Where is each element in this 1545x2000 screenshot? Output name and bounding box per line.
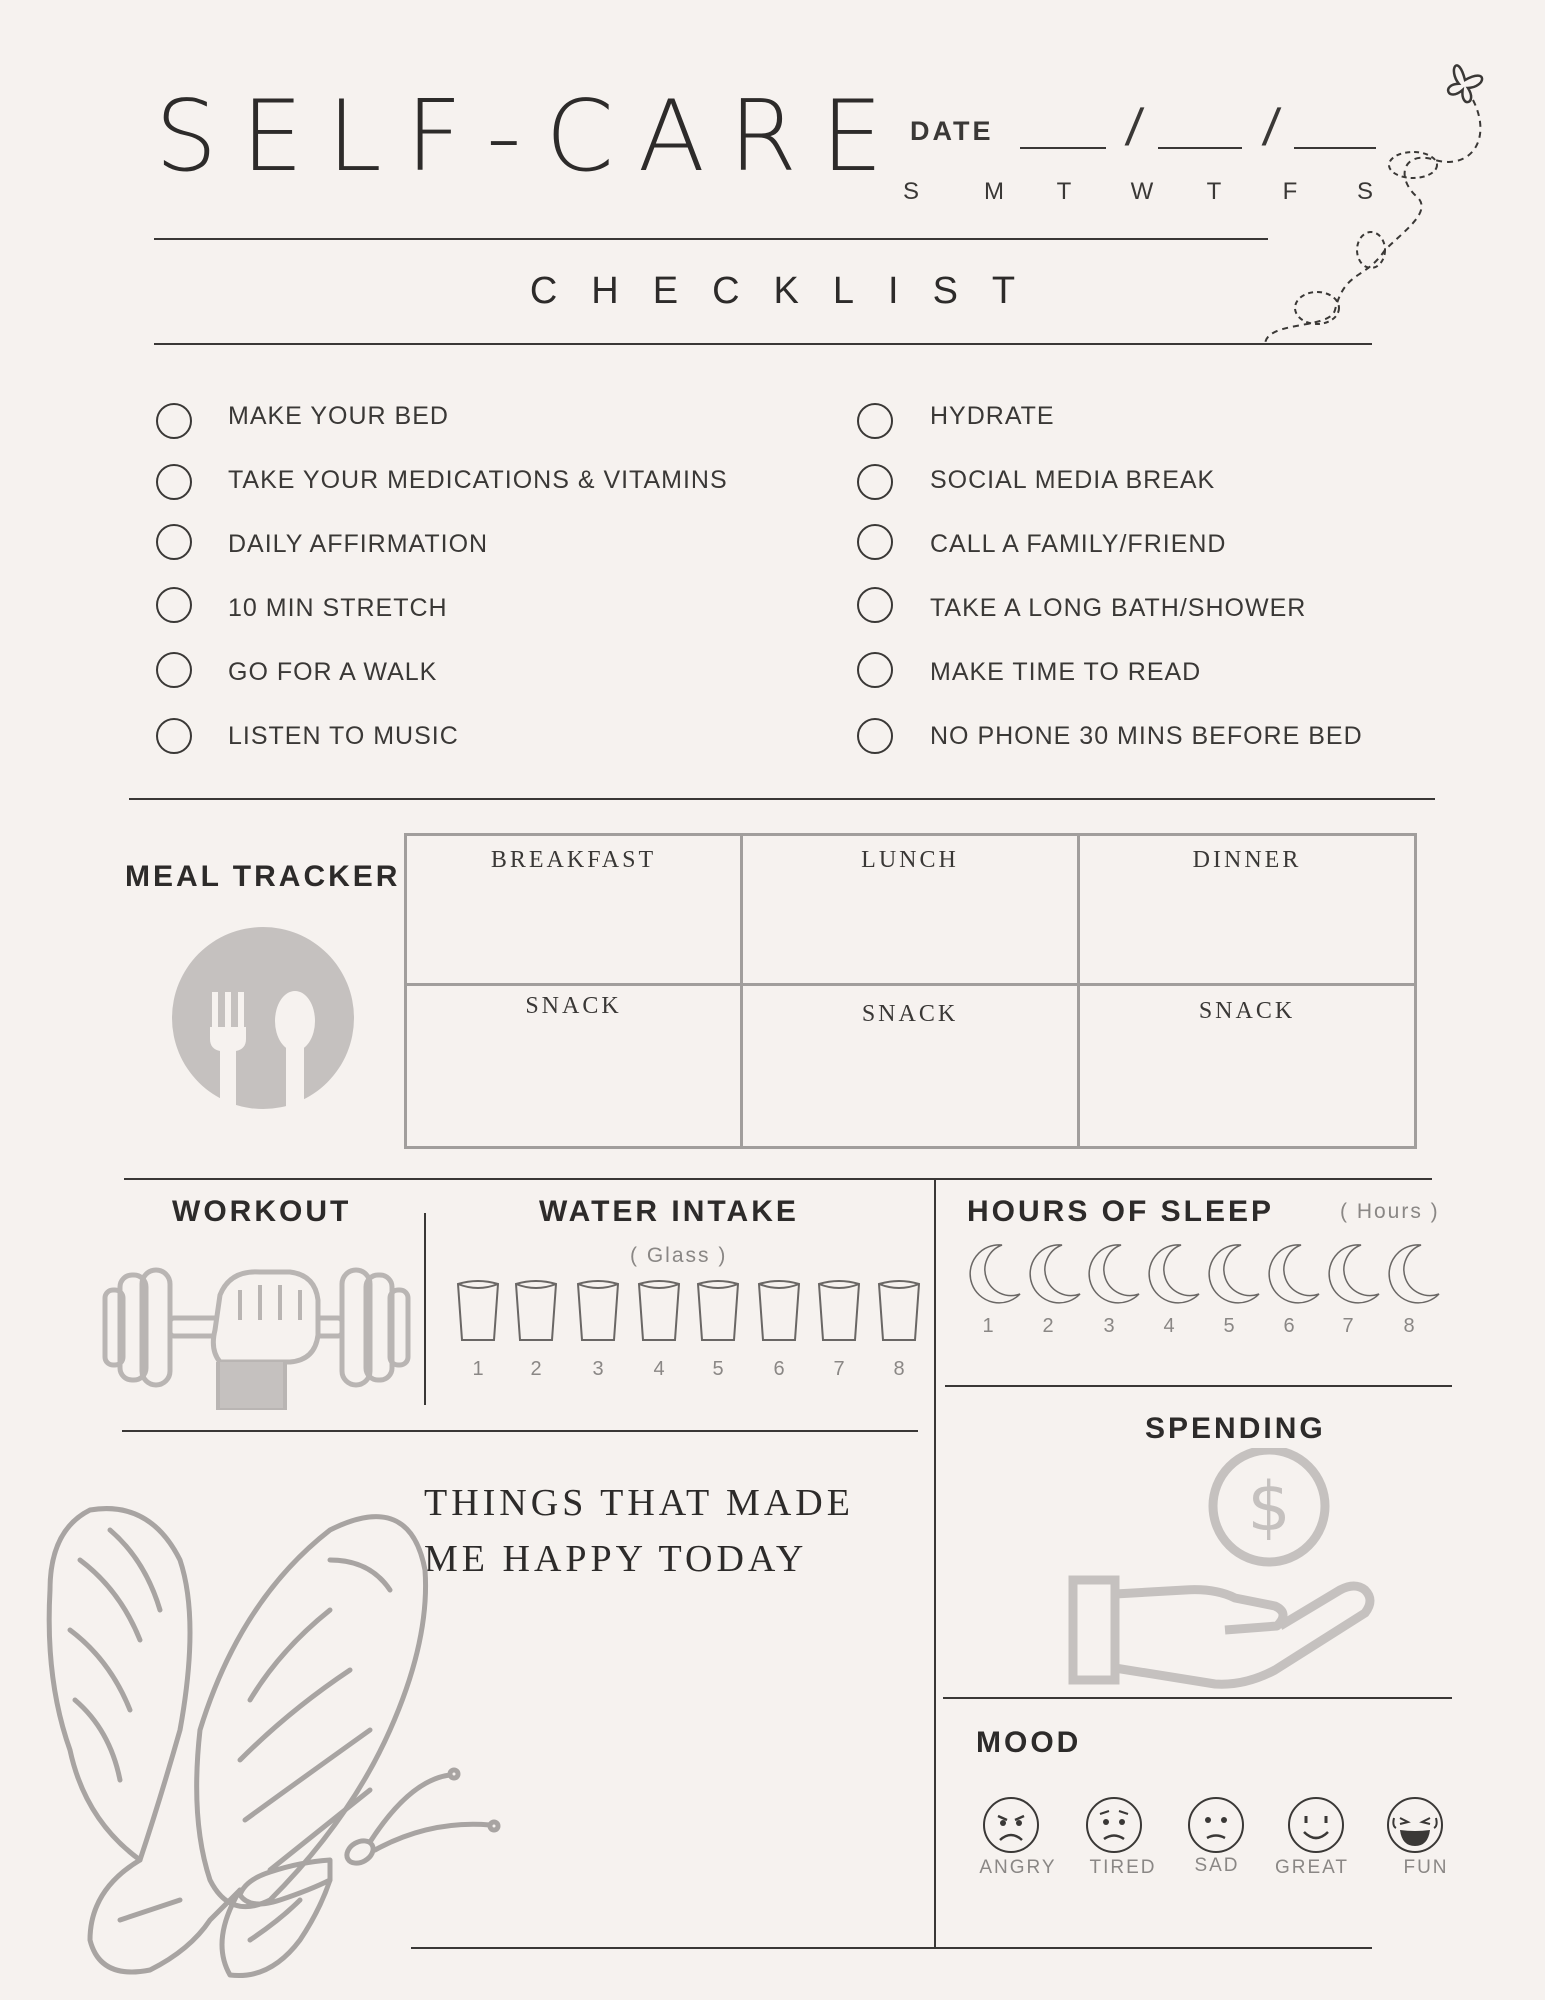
glass-number: 5	[712, 1358, 724, 1380]
moon-icon[interactable]	[1265, 1242, 1321, 1304]
water-intake-heading: WATER INTAKE	[539, 1195, 799, 1228]
glass-icon[interactable]	[456, 1280, 500, 1344]
fun-face-icon[interactable]	[1386, 1796, 1444, 1854]
mood-heading: MOOD	[976, 1726, 1082, 1759]
date-separator: /	[1259, 99, 1283, 157]
checklist-item: 10 MIN STRETCH	[228, 594, 448, 622]
checkbox[interactable]	[857, 718, 893, 754]
meal-label: SNACK	[1198, 998, 1296, 1024]
glass-number: 6	[773, 1358, 785, 1380]
glass-number: 4	[653, 1358, 665, 1380]
day-sunday[interactable]: S	[902, 178, 919, 205]
day-friday[interactable]: F	[1282, 178, 1298, 205]
glass-icon[interactable]	[817, 1280, 861, 1344]
checklist-title: CHECKLIST	[529, 270, 1050, 312]
glass-number: 7	[833, 1358, 845, 1380]
section-divider	[943, 1697, 1452, 1699]
moon-icon[interactable]	[966, 1242, 1022, 1304]
meal-label: LUNCH	[861, 847, 959, 873]
sleep-number: 7	[1342, 1315, 1354, 1337]
checklist-item: NO PHONE 30 MINS BEFORE BED	[930, 722, 1363, 750]
meal-cell-lunch[interactable]	[743, 836, 1080, 986]
glass-icon[interactable]	[576, 1280, 620, 1344]
section-divider	[129, 798, 1435, 800]
moon-icon[interactable]	[1385, 1242, 1441, 1304]
sleep-unit-label: ( Hours )	[1340, 1200, 1440, 1223]
glass-number: 8	[893, 1358, 905, 1380]
sleep-number: 3	[1103, 1315, 1115, 1337]
bottom-rule	[411, 1947, 1372, 1949]
meal-label: SNACK	[861, 1001, 959, 1027]
glass-icon[interactable]	[757, 1280, 801, 1344]
sleep-heading: HOURS OF SLEEP	[967, 1195, 1275, 1228]
date-month-field[interactable]	[1020, 147, 1106, 149]
sleep-number: 1	[982, 1315, 994, 1337]
section-divider	[124, 1178, 1432, 1180]
page-title: SELF-CARE	[155, 80, 907, 194]
fork-spoon-icon	[172, 927, 354, 1109]
sleep-number: 2	[1042, 1315, 1054, 1337]
meal-tracker-heading: MEAL TRACKER	[125, 860, 401, 893]
meal-cell-dinner[interactable]	[1080, 836, 1414, 986]
day-tuesday[interactable]: T	[1056, 178, 1072, 205]
day-wednesday[interactable]: W	[1130, 178, 1154, 205]
date-label: DATE	[910, 116, 994, 146]
workout-heading: WORKOUT	[172, 1195, 352, 1228]
glass-icon[interactable]	[637, 1280, 681, 1344]
sleep-number: 5	[1223, 1315, 1235, 1337]
header-divider-bottom	[154, 343, 1372, 345]
checklist-item: TAKE YOUR MEDICATIONS & VITAMINS	[228, 466, 728, 494]
svg-text:$: $	[1247, 1468, 1291, 1547]
moon-icon[interactable]	[1325, 1242, 1381, 1304]
column-divider	[934, 1180, 936, 1948]
money-hand-icon	[1065, 1448, 1385, 1698]
checkbox[interactable]	[857, 464, 893, 500]
section-divider	[945, 1385, 1452, 1387]
happy-heading-line: THINGS THAT MADE	[424, 1482, 854, 1524]
checklist-item: LISTEN TO MUSIC	[228, 722, 459, 750]
checkbox[interactable]	[857, 524, 893, 560]
meal-label: BREAKFAST	[490, 847, 657, 873]
day-monday[interactable]: M	[984, 178, 1004, 205]
moon-icon[interactable]	[1145, 1242, 1201, 1304]
meal-cell-snack[interactable]	[407, 986, 743, 1146]
great-face-icon[interactable]	[1287, 1796, 1345, 1854]
glass-number: 2	[530, 1358, 542, 1380]
sleep-number: 4	[1163, 1315, 1175, 1337]
glass-icon[interactable]	[514, 1280, 558, 1344]
checklist-item: DAILY AFFIRMATION	[228, 530, 489, 558]
checkbox[interactable]	[857, 587, 893, 623]
tired-face-icon[interactable]	[1085, 1796, 1143, 1854]
meal-label: SNACK	[525, 993, 622, 1019]
meal-cell-snack[interactable]	[1080, 986, 1414, 1146]
moon-icon[interactable]	[1085, 1242, 1141, 1304]
mood-label: GREAT	[1274, 1857, 1350, 1878]
mood-label: SAD	[1194, 1855, 1240, 1876]
moon-icon[interactable]	[1026, 1242, 1082, 1304]
date-day-field[interactable]	[1158, 147, 1242, 149]
checkbox[interactable]	[156, 718, 192, 754]
checkbox[interactable]	[156, 524, 192, 560]
header-divider-top	[154, 238, 1268, 240]
glass-icon[interactable]	[877, 1280, 921, 1344]
glass-number: 1	[472, 1358, 484, 1380]
checkbox[interactable]	[156, 652, 192, 688]
checkbox[interactable]	[857, 403, 893, 439]
sleep-number: 6	[1283, 1315, 1295, 1337]
checklist-item: MAKE TIME TO READ	[930, 658, 1202, 686]
checklist-item: SOCIAL MEDIA BREAK	[930, 466, 1216, 494]
meal-cell-breakfast[interactable]	[407, 836, 743, 986]
butterfly-icon	[30, 1500, 520, 1985]
moon-icon[interactable]	[1205, 1242, 1261, 1304]
checklist-item: GO FOR A WALK	[228, 658, 438, 686]
glass-icon[interactable]	[696, 1280, 740, 1344]
happy-heading-line: ME HAPPY TODAY	[424, 1538, 808, 1580]
sleep-number: 8	[1403, 1315, 1415, 1337]
workout-divider	[424, 1213, 426, 1405]
glass-number: 3	[592, 1358, 604, 1380]
dumbbell-fist-icon	[100, 1250, 415, 1410]
angry-face-icon[interactable]	[982, 1796, 1040, 1854]
sad-face-icon[interactable]	[1187, 1796, 1245, 1854]
checkbox[interactable]	[857, 652, 893, 688]
checklist-item: MAKE YOUR BED	[228, 402, 449, 430]
mood-label: TIRED	[1089, 1857, 1157, 1878]
checkbox[interactable]	[156, 464, 192, 500]
section-divider	[122, 1430, 918, 1432]
water-unit-label: ( Glass )	[630, 1244, 728, 1267]
checklist-item: HYDRATE	[930, 402, 1055, 430]
meal-table	[404, 833, 1417, 1149]
checkbox[interactable]	[156, 403, 192, 439]
meal-label: DINNER	[1192, 847, 1302, 873]
checklist-item: TAKE A LONG BATH/SHOWER	[930, 594, 1307, 622]
mood-label: FUN	[1403, 1857, 1449, 1878]
meal-cell-snack[interactable]	[743, 986, 1080, 1146]
checkbox[interactable]	[156, 587, 192, 623]
day-thursday[interactable]: T	[1206, 178, 1222, 205]
mood-label: ANGRY	[979, 1857, 1057, 1878]
checklist-item: CALL A FAMILY/FRIEND	[930, 530, 1227, 558]
day-saturday[interactable]: S	[1356, 178, 1373, 205]
spending-heading: SPENDING	[1145, 1412, 1326, 1445]
date-separator: /	[1122, 99, 1146, 157]
